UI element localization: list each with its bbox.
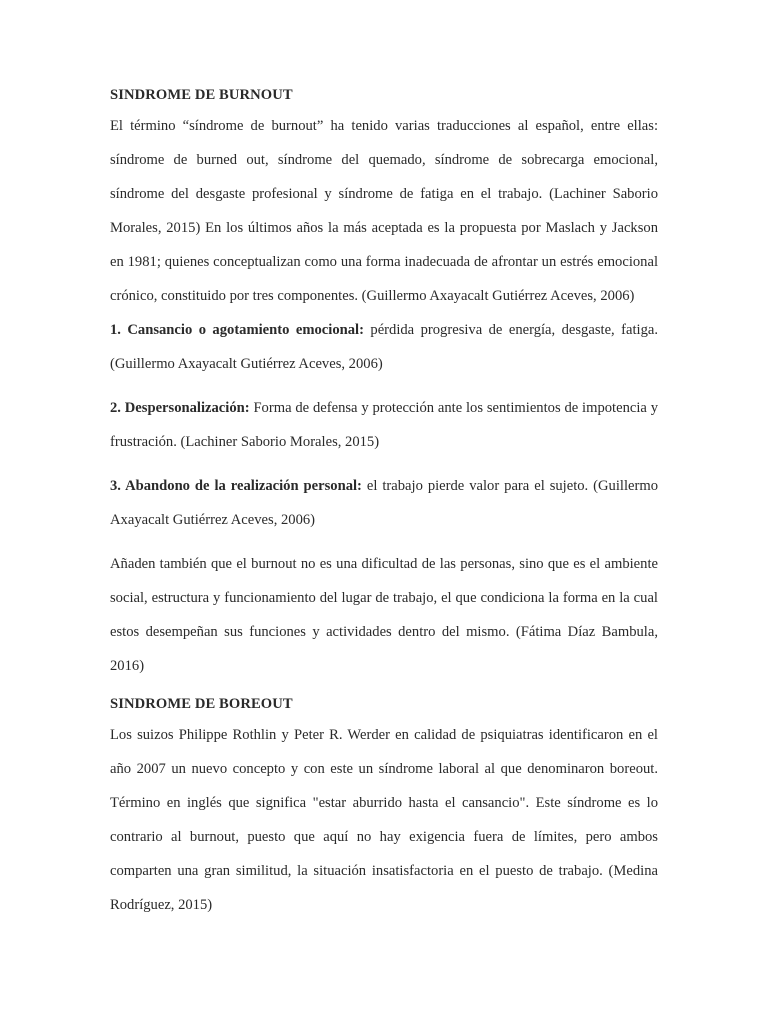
component-item-1 xyxy=(110,313,658,381)
component-item-3 xyxy=(110,469,658,537)
section-title-burnout: SINDROME DE BURNOUT xyxy=(110,87,293,103)
component-item-2 xyxy=(110,391,658,459)
component-label-1: 1. Cansancio o agotamiento emocional: xyxy=(110,322,364,338)
boreout-paragraph: Los suizos Philippe Rothlin y Peter R. Werder en calidad de psiquiatras identificaron en el año 2007 un nuevo concepto y con este un síndrome laboral al que denominaron boreout. Término en inglés que significa "estar aburrido hasta el cansancio". Este síndrome es lo contrario al burnout, puesto que aquí no hay exigencia fuera de límites, pero ambos comparten una gran similitud, la situación insatisfactoria en el puesto de trabajo. (Medina Rodríguez, 2015) xyxy=(110,727,658,913)
component-label-2: 2. Despersonalización: xyxy=(110,400,250,416)
spacer xyxy=(110,683,658,693)
spacer xyxy=(110,381,658,391)
burnout-intro-paragraph: El término “síndrome de burnout” ha tenido varias traducciones al español, entre ellas: síndrome de burned out, síndrome del quemado, síndrome de sobrecarga emocional, síndrome del desgaste profesional y síndrome de fatiga en el trabajo. (Lachiner Saborio Morales, 2015) En los últimos años la más aceptada es la propuesta por Maslach y Jackson en 1981; quienes conceptualizan como una forma inadecuada de afrontar un estrés emocional crónico, constituido por tres componentes. (Guillermo Axayacalt Gutiérrez Aceves, 2006) xyxy=(110,118,658,304)
document-page xyxy=(110,84,658,922)
component-text-1: pérdida progresiva de energía, desgaste, fatiga. (Guillermo Axayacalt Gutiérrez Aceves, 2006) xyxy=(110,322,658,372)
section-title-boreout: SINDROME DE BOREOUT xyxy=(110,696,293,712)
spacer xyxy=(110,537,658,547)
spacer xyxy=(110,459,658,469)
component-label-3: 3. Abandono de la realización personal: xyxy=(110,478,362,494)
component-text-2: Forma de defensa y protección ante los sentimientos de impotencia y frustración. (Lachiner Saborio Morales, 2015) xyxy=(110,400,658,450)
component-text-3: el trabajo pierde valor para el sujeto. (Guillermo Axayacalt Gutiérrez Aceves, 2006) xyxy=(110,478,658,528)
burnout-closing-paragraph: Añaden también que el burnout no es una dificultad de las personas, sino que es el ambiente social, estructura y funcionamiento del lugar de trabajo, el que condiciona la forma en la cual estos desempeñan sus funciones y actividades dentro del mismo. (Fátima Díaz Bambula, 2016) xyxy=(110,556,658,674)
